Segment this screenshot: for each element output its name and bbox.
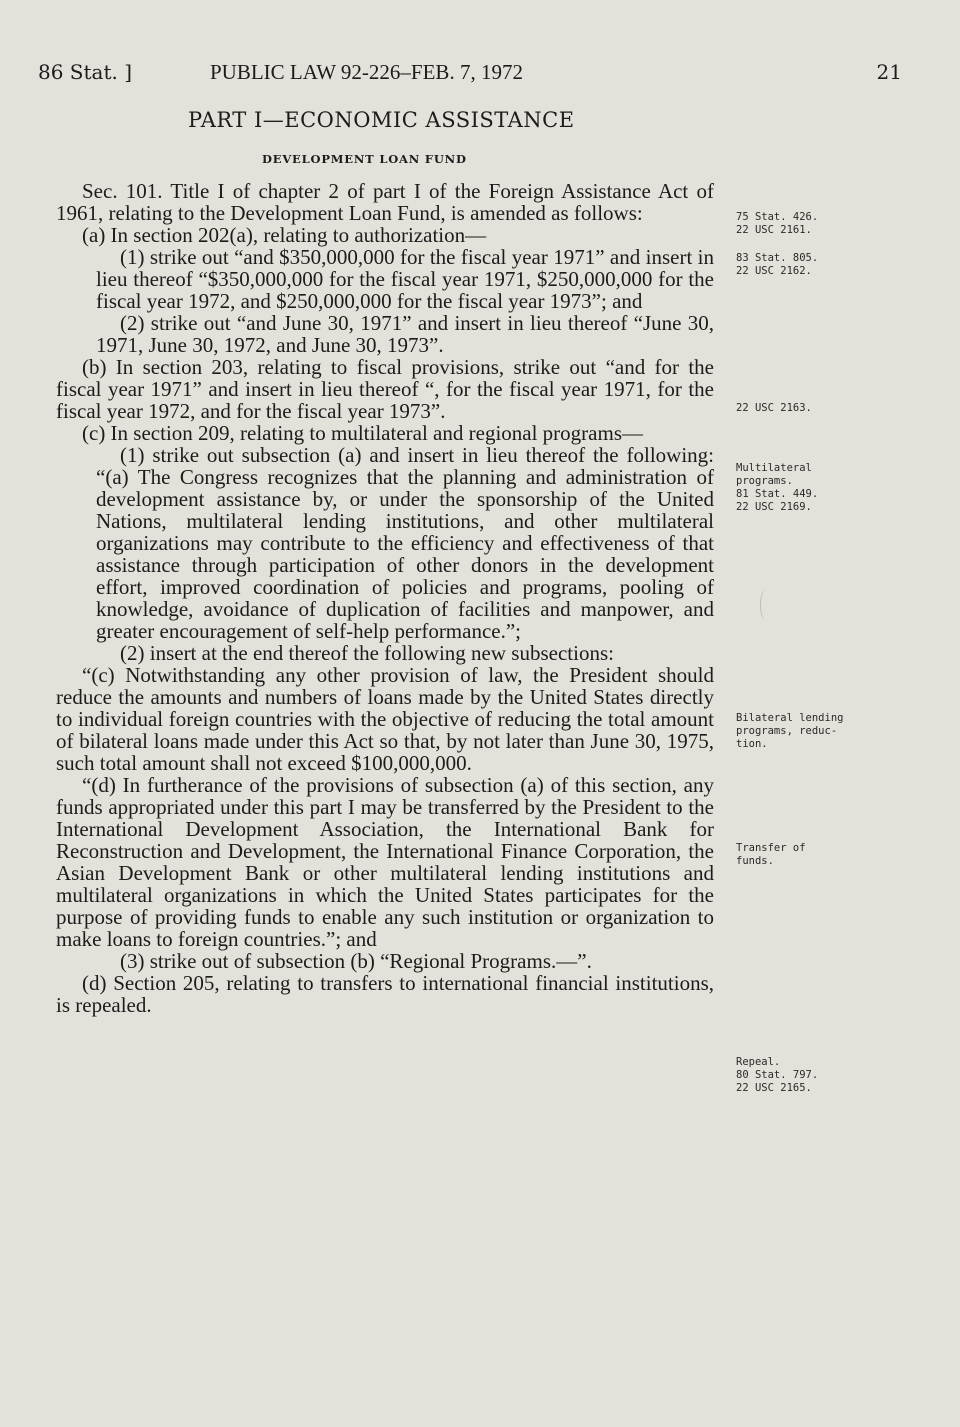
paragraph: (a) In section 202(a), relating to authorization— (82, 223, 487, 247)
margin-note-line: 75 Stat. 426. (736, 211, 819, 223)
margin-note (736, 402, 812, 415)
margin-note (736, 252, 818, 278)
margin-note-line: 22 USC 2162. (736, 265, 812, 277)
paragraph: (1) strike out subsection (a) and insert in lieu thereof the following: “(a) The Congress recognizes that the planning and administration of development assistance by, or under the sponsorship of the United Nations, multilateral lending institutions, and other multilateral organizations may contribute to the efficiency and effectiveness of that assistance through participation of other donors in the development effort, improved coordination of policies and programs, pooling of knowledge, avoidance of duplication of facilities and manpower, and greater encouragement of self-help performance.”; (96, 443, 714, 643)
header-citation: 86 Stat. ] (38, 60, 133, 84)
margin-note-line: Transfer of (736, 842, 806, 854)
paragraph: (d) Section 205, relating to transfers to international financial institutions, is repealed. (56, 971, 714, 1017)
bleed-mark (760, 590, 771, 620)
header-title: PUBLIC LAW 92-226–FEB. 7, 1972 (210, 60, 523, 84)
paragraph: (b) In section 203, relating to fiscal provisions, strike out “and for the fiscal year 1971” and insert in lieu thereof “, for the fiscal year 1971, for the fiscal year 1972, and for the fiscal year 1973”. (56, 355, 714, 423)
paragraph: Sec. 101. Title I of chapter 2 of part I of the Foreign Assistance Act of 1961, relating to the Development Loan Fund, is amended as follows: (56, 179, 714, 225)
margin-note (736, 462, 818, 514)
page-header (38, 60, 922, 88)
paragraph: (1) strike out “and $350,000,000 for the fiscal year 1971” and insert in lieu thereof “$350,000,000 for the fiscal year 1971, $250,000,000 for the fiscal year 1972, and $250,000,000 for the fiscal year 1973”; and (96, 245, 714, 313)
margin-note-line: Bilateral lending (736, 712, 844, 724)
body-text (56, 180, 714, 1016)
section-heading: DEVELOPMENT LOAN FUND (262, 152, 467, 166)
margin-note-line: 22 USC 2163. (736, 402, 812, 414)
part-title: PART I—ECONOMIC ASSISTANCE (188, 108, 575, 132)
paragraph: “(c) Notwithstanding any other provision of law, the President should reduce the amounts and numbers of loans made by the United States directly to individual foreign countries with the objective of reducing the total amount of bilateral loans made under this Act so that, by not later than June 30, 1975, such total amount shall not exceed $100,000,000. (56, 663, 714, 775)
paragraph: “(d) In furtherance of the provisions of subsection (a) of this section, any funds appropriated under this part I may be transferred by the President to the International Development Association, the International Bank for Reconstruction and Development, the International Finance Corporation, the Asian Development Bank or other multilateral lending institutions and multilateral organizations in which the United States participates for the purpose of providing funds to enable any such institution or organization to make loans to foreign countries.”; and (56, 773, 714, 951)
margin-note (736, 211, 818, 237)
margin-note-line: programs. (736, 475, 793, 487)
margin-note-line: 83 Stat. 805. (736, 252, 819, 264)
margin-note (736, 842, 806, 868)
margin-note (736, 1056, 818, 1095)
margin-note-line: Repeal. (736, 1056, 781, 1068)
margin-note-line: 81 Stat. 449. (736, 488, 819, 500)
margin-note-line: Multilateral (736, 462, 812, 474)
margin-note (736, 712, 843, 751)
margin-note-line: 22 USC 2169. (736, 501, 812, 513)
margin-note-line: 22 USC 2161. (736, 224, 812, 236)
paragraph: (c) In section 209, relating to multilateral and regional programs— (82, 421, 643, 445)
margin-note-line: 80 Stat. 797. (736, 1069, 819, 1081)
margin-note-line: programs, reduc- (736, 725, 838, 737)
paragraph: (3) strike out of subsection (b) “Regional Programs.—”. (120, 949, 592, 973)
paragraph: (2) insert at the end thereof the following new subsections: (120, 641, 614, 665)
paragraph: (2) strike out “and June 30, 1971” and insert in lieu thereof “June 30, 1971, June 30, 1972, and June 30, 1973”. (96, 311, 714, 357)
margin-note-line: 22 USC 2165. (736, 1082, 812, 1094)
margin-note-line: tion. (736, 738, 768, 750)
margin-note-line: funds. (736, 855, 774, 867)
page-number: 21 (876, 60, 902, 84)
